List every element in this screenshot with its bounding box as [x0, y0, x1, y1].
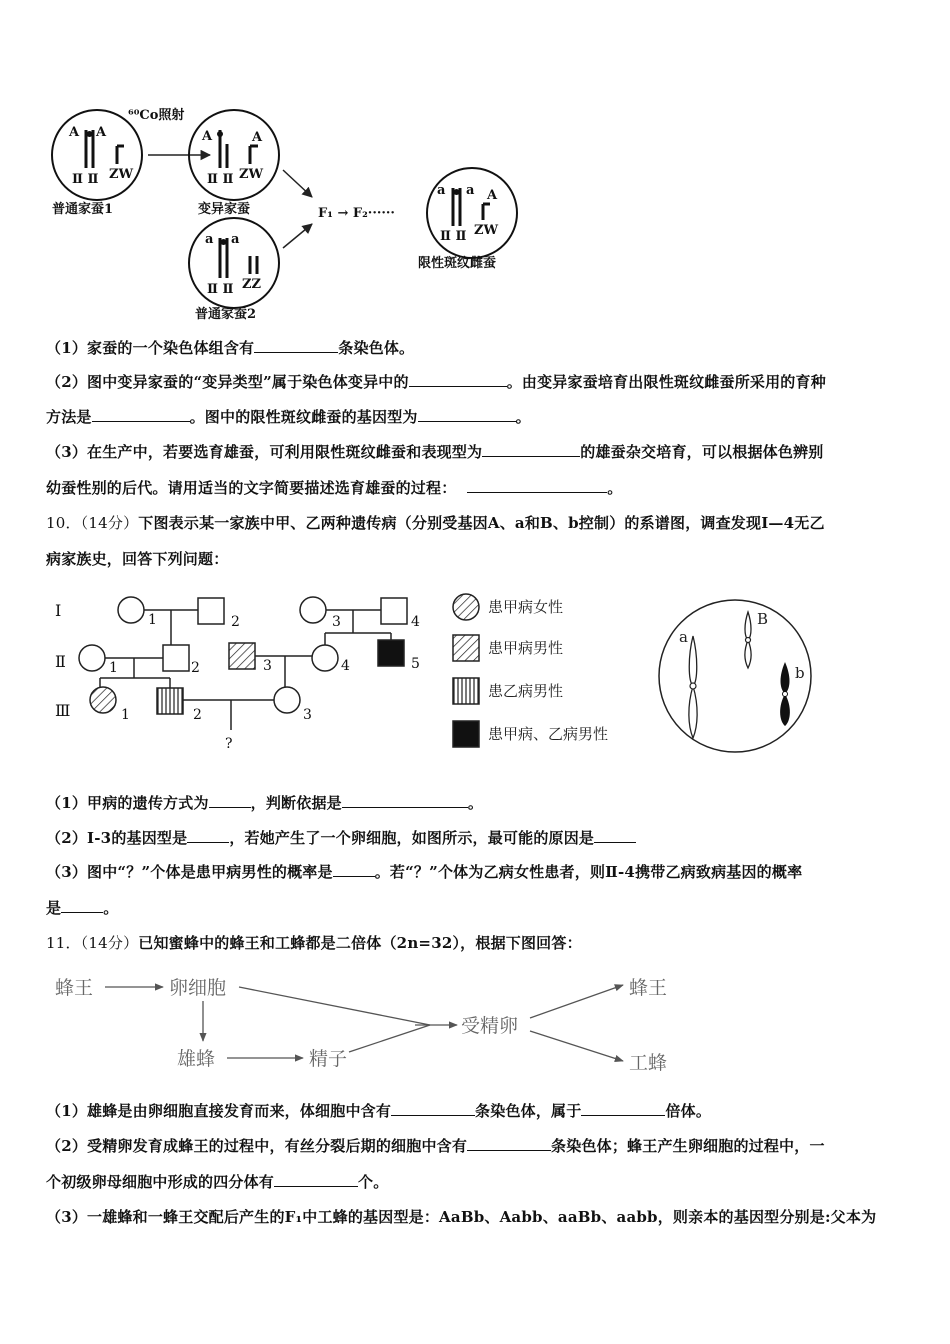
silkworm1-cell: [52, 110, 142, 200]
mutant-label: 变异家蚕: [198, 202, 251, 217]
q9-part1: （1）家蚕的一个染色体组含有 条染色体。: [46, 339, 415, 357]
blank[interactable]: [209, 793, 251, 808]
svg-text:受精卵: 受精卵: [461, 1015, 519, 1037]
f1-f2-label: F₁ → F₂······: [318, 206, 395, 221]
svg-text:a: a: [231, 232, 240, 247]
svg-text:2: 2: [193, 707, 202, 723]
silkworm2-cell: [189, 218, 279, 308]
svg-text:ZW: ZW: [239, 167, 264, 182]
svg-text:3: 3: [303, 707, 312, 723]
svg-text:精子: 精子: [309, 1048, 348, 1070]
svg-text:B: B: [757, 610, 769, 628]
pedigree-chart: [45, 588, 645, 758]
q10-stem-line2: 病家族史，回答下列问题：: [46, 550, 229, 568]
q10-part3: （3）图中“？”个体是患甲病男性的概率是 。若“？”个体为乙病女性患者，则Ⅱ-4携带乙病致病基因的概率: [46, 863, 803, 881]
svg-text:5: 5: [411, 656, 420, 672]
svg-text:Ⅱ Ⅱ: Ⅱ Ⅱ: [440, 229, 467, 244]
pedigree-legend: [453, 594, 608, 747]
svg-text:蜂王: 蜂王: [55, 977, 94, 999]
blank[interactable]: [274, 1172, 358, 1187]
svg-text:Ⅱ Ⅱ: Ⅱ Ⅱ: [207, 282, 234, 297]
blank[interactable]: [391, 1101, 475, 1116]
svg-text:ZW: ZW: [474, 223, 499, 238]
svg-text:A: A: [96, 125, 107, 140]
silkworm2-label: 普通家蚕2: [195, 307, 257, 322]
q10-part2: （2）Ⅰ-3的基因型是 ，若她产生了一个卵细胞，如图所示，最可能的原因是: [46, 827, 636, 848]
q10-part3-line2: 是 。: [46, 899, 119, 917]
svg-text:Ⅰ: Ⅰ: [55, 601, 62, 620]
svg-text:雄蜂: 雄蜂: [177, 1048, 216, 1070]
q9-part2-line2: 方法是 。图中的限性斑纹雌蚕的基因型为 。: [46, 408, 531, 426]
blank[interactable]: [187, 828, 229, 843]
svg-text:A: A: [202, 129, 213, 144]
q11-stem: 11．（14分）已知蜜蜂中的蜂王和工蜂都是二倍体（2n=32），根据下图回答：: [46, 934, 582, 952]
q10-part1: （1）甲病的遗传方式为 ，判断依据是 。: [46, 794, 484, 812]
svg-text:工蜂: 工蜂: [629, 1052, 668, 1074]
q9-part3-line2: 幼蚕性别的后代。请用适当的文字简要描述选育雄蚕的过程： 。: [46, 479, 623, 497]
svg-text:Ⅱ Ⅱ: Ⅱ Ⅱ: [207, 172, 234, 187]
svg-text:2: 2: [191, 660, 200, 676]
svg-text:?: ?: [225, 736, 233, 752]
svg-text:3: 3: [332, 614, 341, 630]
blank[interactable]: [467, 478, 607, 493]
svg-text:a: a: [205, 232, 214, 247]
silkworm1-label: 普通家蚕1: [52, 202, 114, 217]
female-cell: [427, 168, 517, 258]
svg-text:A: A: [69, 125, 80, 140]
svg-text:患甲病女性: 患甲病女性: [488, 598, 564, 616]
q9-part3: （3）在生产中，若要选育雄蚕，可利用限性斑纹雌蚕和表现型为 的雄蚕杂交培育，可以根据体色辨别: [46, 443, 824, 461]
q9-part2: （2）图中变异家蚕的“变异类型”属于染色体变异中的 。由变异家蚕培育出限性斑纹雌蚕所采用的育种: [46, 373, 826, 391]
svg-text:蜂王: 蜂王: [629, 977, 668, 999]
pedigree-gen2: [79, 633, 404, 690]
svg-text:2: 2: [231, 614, 240, 630]
blank[interactable]: [467, 1136, 551, 1151]
q11-part3: （3）一雄蜂和一蜂王交配后产生的F₁中工蜂的基因型是：AaBb、Aabb、aaBb、aabb，则亲本的基因型分别是:父本为: [46, 1208, 877, 1226]
svg-text:1: 1: [148, 612, 157, 628]
blank[interactable]: [409, 372, 507, 387]
blank[interactable]: [254, 338, 338, 353]
svg-text:卵细胞: 卵细胞: [169, 977, 227, 999]
svg-text:1: 1: [121, 707, 130, 723]
svg-text:4: 4: [411, 614, 420, 630]
svg-text:1: 1: [109, 660, 118, 676]
irradiation-label: ⁶⁰Co照射: [128, 108, 185, 123]
svg-text:a: a: [437, 183, 446, 198]
svg-text:患甲病、乙病男性: 患甲病、乙病男性: [488, 725, 609, 743]
svg-text:患甲病男性: 患甲病男性: [488, 639, 564, 657]
svg-text:Ⅲ: Ⅲ: [55, 701, 71, 720]
q10-stem: 10．（14分）下图表示某一家族中甲、乙两种遗传病（分别受基因A、a和B、b控制）的系谱图，调查发现Ⅰ—4无乙: [46, 514, 825, 532]
svg-text:4: 4: [341, 658, 350, 674]
silkworm-figure: [40, 100, 560, 325]
q11-part1: （1）雄蜂是由卵细胞直接发育而来，体细胞中含有 条染色体，属于 倍体。: [46, 1102, 712, 1120]
q11-part2-line2: 个初级卵母细胞中形成的四分体有 个。: [46, 1173, 389, 1191]
blank[interactable]: [581, 1101, 665, 1116]
svg-text:3: 3: [263, 658, 272, 674]
bee-figure: [45, 965, 685, 1080]
svg-text:ZZ: ZZ: [242, 277, 261, 292]
svg-text:a: a: [679, 628, 688, 646]
blank[interactable]: [594, 828, 636, 843]
svg-text:a: a: [466, 183, 475, 198]
q11-part2: （2）受精卵发育成蜂王的过程中，有丝分裂后期的细胞中含有 条染色体；蜂王产生卵细胞的过程中，一: [46, 1137, 825, 1155]
blank[interactable]: [482, 442, 580, 457]
svg-text:A: A: [252, 130, 263, 145]
svg-text:Ⅱ Ⅱ: Ⅱ Ⅱ: [72, 172, 99, 187]
pedigree-gen1: [118, 597, 407, 645]
svg-text:患乙病男性: 患乙病男性: [488, 682, 564, 700]
egg-cell-figure: [655, 596, 815, 756]
svg-text:ZW: ZW: [109, 167, 134, 182]
blank[interactable]: [333, 862, 375, 877]
svg-text:b: b: [795, 664, 805, 682]
svg-text:A: A: [487, 188, 498, 203]
blank[interactable]: [92, 407, 190, 422]
blank[interactable]: [342, 793, 468, 808]
female-label: 限性斑纹雌蚕: [418, 256, 497, 271]
blank[interactable]: [61, 898, 103, 913]
svg-text:Ⅱ: Ⅱ: [55, 652, 66, 671]
blank[interactable]: [418, 407, 516, 422]
